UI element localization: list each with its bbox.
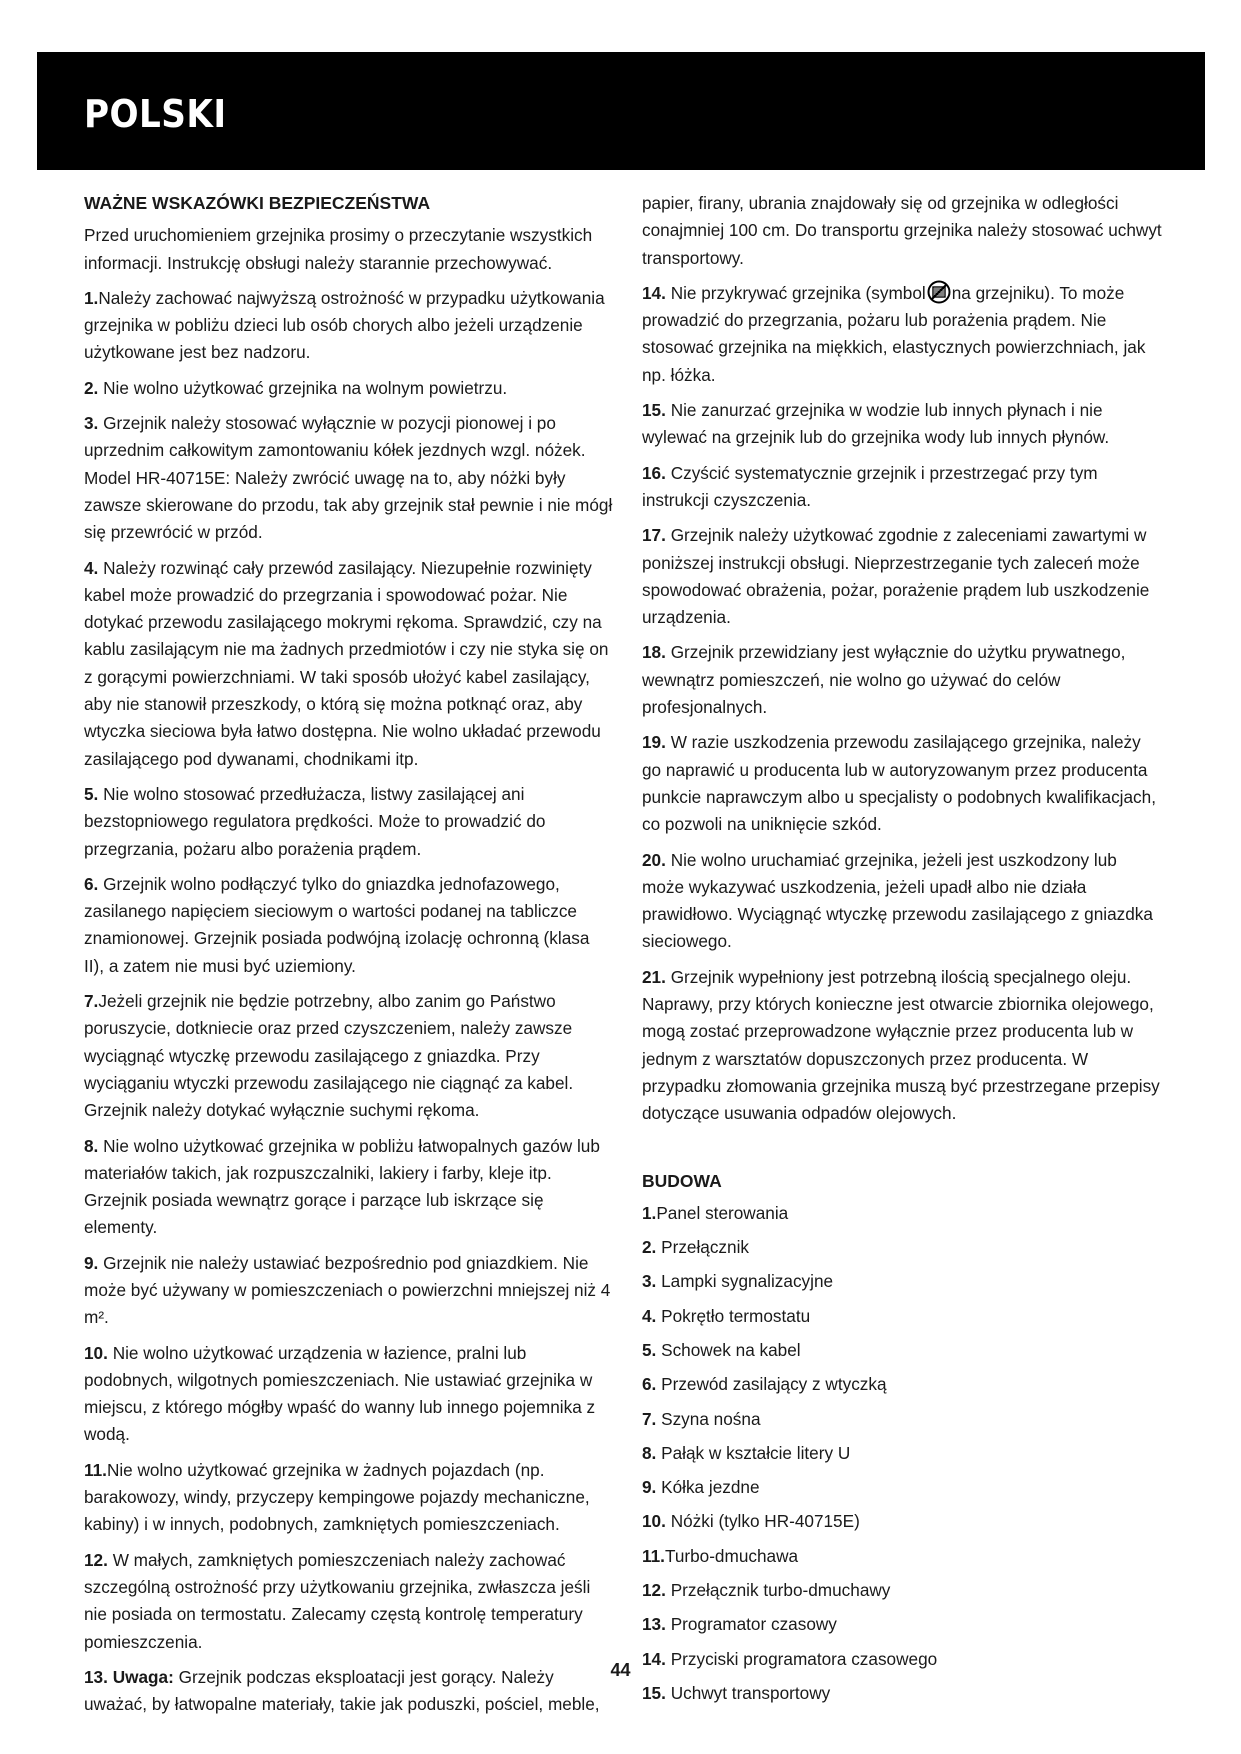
safety-item-2	[84, 375, 614, 402]
safety-item-4	[84, 555, 614, 773]
part-item	[642, 1234, 1162, 1261]
item-number: 11.	[84, 1459, 107, 1480]
safety-item-9	[84, 1250, 614, 1332]
part-number: 15.	[642, 1682, 666, 1703]
item-text: Nie wolno użytkować urządzenia w łazience, pralni lub podobnych, wilgotnych pomieszczeniach. Nie ustawiać grzejnika w miejscu, z którego mógłby wpaść do wanny lub innego pojemnika z wodą.	[84, 1342, 596, 1445]
no-cover-icon	[927, 280, 951, 304]
item-number: 16.	[642, 462, 666, 483]
part-item	[642, 1543, 1162, 1570]
part-number: 12.	[642, 1580, 666, 1601]
part-label: Pałąk w kształcie litery U	[661, 1442, 851, 1463]
part-label: Programator czasowy	[670, 1614, 837, 1635]
part-number: 13.	[642, 1614, 666, 1635]
item-text: Nie wolno uruchamiać grzejnika, jeżeli jest uszkodzony lub może wykazywać uszkodzenia, jeżeli upadł albo nie działa prawidłowo. Wyciągnąć wtyczkę przewodu zasilającego z gniazdka sieciowego.	[642, 849, 1153, 952]
item-number: 7.	[84, 991, 99, 1012]
safety-item-5	[84, 781, 614, 863]
item-text: Należy rozwinąć cały przewód zasilający. Niezupełnie rozwinięty kabel może prowadzić do przegrzania i spowodować pożar. Nie dotykać przewodu zasilającego mokrymi rękoma. Sprawdzić, czy na kablu zasilającym nie ma żadnych przedmiotów i czy nie styka się on z gorącymi powierzchniami. W taki sposób ułożyć kabel zasilający, aby nie stanowił przeszkody, o którą się można potknąć oraz, aby wtyczka sieciowa była łatwo dostępna. Nie wolno układać przewodu zasilającego pod dywanami, chodnikami itp.	[84, 557, 609, 769]
item-text: Grzejnik wypełniony jest potrzebną ilością specjalnego oleju. Naprawy, przy których konieczne jest otwarcie zbiornika olejowego, mogą zostać przeprowadzone wyłącznie przez producenta lub w jednym z warsztatów dopuszczonych przez producenta. W przypadku złomowania grzejnika muszą być przestrzegane przepisy dotyczące usuwania odpadów olejowych.	[642, 966, 1160, 1124]
item-text-before-icon: Nie przykrywać grzejnika (symbol	[670, 282, 926, 303]
item-number: 6.	[84, 873, 99, 894]
item-text: Nie wolno użytkować grzejnika na wolnym powietrzu.	[103, 377, 508, 398]
item-text: Nie wolno stosować przedłużacza, listwy zasilającej ani bezstopniowego regulatora prędkości. Może to prowadzić do przegrzania, pożaru albo porażenia prądem.	[84, 783, 546, 859]
safety-item-1	[84, 285, 614, 367]
item-text: Nie wolno użytkować grzejnika w pobliżu łatwopalnych gazów lub materiałów takich, jak rozpuszczalniki, lakiery i farby, kleje itp. Grzejnik posiada wewnątrz gorące i parzące lub iskrzące się elementy.	[84, 1135, 600, 1238]
part-number: 11.	[642, 1545, 665, 1566]
item-text: Grzejnik wolno podłączyć tylko do gniazdka jednofazowego, zasilanego napięciem sieciowym o wartości podanej na tabliczce znamionowej. Grzejnik posiada podwójną izolację ochronną (klasa II), a zatem nie musi być uziemiony.	[84, 873, 590, 976]
part-label: Nóżki (tylko HR-40715E)	[670, 1511, 860, 1532]
safety-item-3	[84, 410, 614, 546]
part-label: Turbo-dmuchawa	[664, 1545, 799, 1566]
safety-item-13-continued: papier, firany, ubrania znajdowały się od grzejnika w odległości conajmniej 100 cm. Do transportu grzejnika należy stosować uchwyt transportowy.	[642, 193, 1162, 268]
item-number: 14.	[642, 282, 666, 303]
item-text: Nie wolno użytkować grzejnika w żadnych pojazdach (np. barakowozy, windy, przyczepy kempingowe pojazdy mechaniczne, kabiny) i w innych, podobnych, zamkniętych pomieszczeniach.	[84, 1459, 590, 1535]
part-number: 1.	[642, 1202, 657, 1223]
header-edge-rule	[1201, 52, 1205, 170]
part-label: Szyna nośna	[661, 1408, 761, 1429]
safety-item-6	[84, 871, 614, 980]
language-title: POLSKI	[84, 92, 227, 136]
item-number: 15.	[642, 400, 666, 421]
item-number: 1.	[84, 287, 99, 308]
safety-item-17	[642, 522, 1162, 631]
safety-item-14	[642, 280, 1162, 389]
part-item	[642, 1680, 1162, 1707]
page-number: 44	[610, 1660, 631, 1680]
item-number: 19.	[642, 732, 666, 753]
item-number: 3.	[84, 413, 99, 434]
safety-item-15	[642, 397, 1162, 452]
item-text: Czyścić systematycznie grzejnik i przestrzegać przy tym instrukcji czyszczenia.	[642, 462, 1098, 510]
part-label: Kółka jezdne	[661, 1477, 760, 1498]
safety-item-20	[642, 847, 1162, 956]
item-text-after-icon: na grzejniku). To może prowadzić do przegrzania, pożaru lub porażenia prądem. Nie stosować grzejnika na miękkich, elastycznych powierzchniach, jak np. łóżka.	[642, 282, 1146, 385]
right-column	[642, 190, 1162, 1714]
part-item	[642, 1406, 1162, 1433]
part-item	[642, 1611, 1162, 1638]
item-number: 8.	[84, 1135, 99, 1156]
item-number: 20.	[642, 849, 666, 870]
parts-list	[642, 1200, 1162, 1707]
safety-item-12	[84, 1547, 614, 1656]
language-header-bar	[37, 52, 1201, 170]
budowa-heading: BUDOWA	[642, 1170, 722, 1191]
item-text: Grzejnik nie należy ustawiać bezpośrednio pod gniazdkiem. Nie może być używany w pomieszczeniach o powierzchni mniejszej niż 4 m².	[84, 1252, 611, 1328]
item-number: 5.	[84, 783, 99, 804]
part-item	[642, 1200, 1162, 1227]
part-item	[642, 1508, 1162, 1535]
item-number: 18.	[642, 642, 666, 663]
safety-item-21	[642, 964, 1162, 1128]
item-text-part1: Grzejnik podczas eksploatacji jest gorący. Należy uważać, by łatwopalne materiały, takie jak poduszki, pościel, meble,	[84, 1666, 600, 1715]
part-label: Przełącznik turbo-dmuchawy	[670, 1580, 891, 1601]
item-number: 12.	[84, 1549, 108, 1570]
safety-item-16	[642, 460, 1162, 515]
safety-item-7	[84, 988, 614, 1124]
safety-item-8	[84, 1133, 614, 1242]
part-label: Panel sterowania	[656, 1202, 789, 1223]
part-number: 9.	[642, 1477, 657, 1498]
part-item	[642, 1371, 1162, 1398]
part-item	[642, 1337, 1162, 1364]
item-number: 17.	[642, 525, 666, 546]
part-label: Uchwyt transportowy	[670, 1682, 831, 1703]
item-number: 10.	[84, 1342, 108, 1363]
part-label: Pokrętło termostatu	[661, 1305, 811, 1326]
part-number: 2.	[642, 1237, 657, 1258]
safety-item-18	[642, 639, 1162, 721]
part-label: Lampki sygnalizacyjne	[661, 1271, 834, 1292]
part-number: 10.	[642, 1511, 666, 1532]
item-number: 13.	[84, 1666, 108, 1687]
item-number: 21.	[642, 966, 666, 987]
safety-item-11	[84, 1457, 614, 1539]
part-number: 5.	[642, 1339, 657, 1360]
part-number: 7.	[642, 1408, 657, 1429]
part-item	[642, 1303, 1162, 1330]
part-label: Schowek na kabel	[661, 1339, 801, 1360]
part-label: Przełącznik	[661, 1237, 750, 1258]
item-text: W małych, zamkniętych pomieszczeniach należy zachować szczególną ostrożność przy użytkowaniu grzejnika, zwłaszcza jeśli nie posiada on termostatu. Zalecamy częstą kontrolę temperatury pomieszczenia.	[84, 1549, 591, 1652]
part-item	[642, 1577, 1162, 1604]
safety-item-19	[642, 729, 1162, 838]
warning-label: Uwaga:	[112, 1666, 174, 1687]
part-number: 14.	[642, 1648, 666, 1669]
part-number: 8.	[642, 1442, 657, 1463]
safety-heading: WAŻNE WSKAZÓWKI BEZPIECZEŃSTWA	[84, 193, 431, 213]
item-text: Należy zachować najwyższą ostrożność w przypadku użytkowania grzejnika w pobliżu dzieci lub osób chorych albo jeżeli urządzenie użytkowane jest bez nadzoru.	[84, 287, 605, 363]
safety-item-10	[84, 1340, 614, 1449]
part-number: 3.	[642, 1271, 657, 1292]
item-text: Grzejnik należy użytkować zgodnie z zaleceniami zawartymi w poniższej instrukcji obsługi. Nieprzestrzeganie tych zaleceń może spowodować obrażenia, pożar, porażenie prądem lub uszkodzenie urządzenia.	[642, 525, 1150, 628]
item-text: W razie uszkodzenia przewodu zasilającego grzejnika, należy go naprawić u producenta lub w autoryzowanym przez producenta punkcie naprawczym albo u specjalisty o podobnych kwalifikacjach, co pozwoli na uniknięcie szkód.	[642, 732, 1156, 835]
item-text: Grzejnik należy stosować wyłącznie w pozycji pionowej i po uprzednim całkowitym zamontowaniu kółek jezdnych wzgl. nóżek. Model HR-40715E: Należy zwrócić uwagę na to, aby nóżki były zawsze skierowane do przodu, tak aby grzejnik stał pewnie i nie mógł się przewrócić w przód.	[84, 413, 613, 543]
item-number: 4.	[84, 557, 99, 578]
safety-intro: Przed uruchomieniem grzejnika prosimy o przeczytanie wszystkich informacji. Instrukcję obsługi należy starannie przechowywać.	[84, 225, 593, 273]
item-text: Jeżeli grzejnik nie będzie potrzebny, albo zanim go Państwo poruszycie, dotkniecie oraz przed czyszczeniem, należy zawsze wyciągnąć wtyczkę przewodu zasilającego z gniazdka. Przy wyciąganiu wtyczki przewodu zasilającego nie ciągnąć za kabel. Grzejnik należy dotykać wyłącznie suchymi rękoma.	[84, 991, 574, 1121]
part-label: Przyciski programatora czasowego	[670, 1648, 938, 1669]
part-label: Przewód zasilający z wtyczką	[661, 1374, 887, 1395]
part-item	[642, 1440, 1162, 1467]
left-column	[84, 190, 614, 1726]
part-number: 4.	[642, 1305, 657, 1326]
item-number: 2.	[84, 377, 99, 398]
part-number: 6.	[642, 1374, 657, 1395]
part-item	[642, 1268, 1162, 1295]
item-number: 9.	[84, 1252, 99, 1273]
part-item	[642, 1474, 1162, 1501]
item-text: Grzejnik przewidziany jest wyłącznie do użytku prywatnego, wewnątrz pomieszczeń, nie wolno go używać do celów profesjonalnych.	[642, 642, 1126, 718]
item-text: Nie zanurzać grzejnika w wodzie lub innych płynach i nie wylewać na grzejnik lub do grzejnika wody lub innych płynów.	[642, 400, 1110, 448]
